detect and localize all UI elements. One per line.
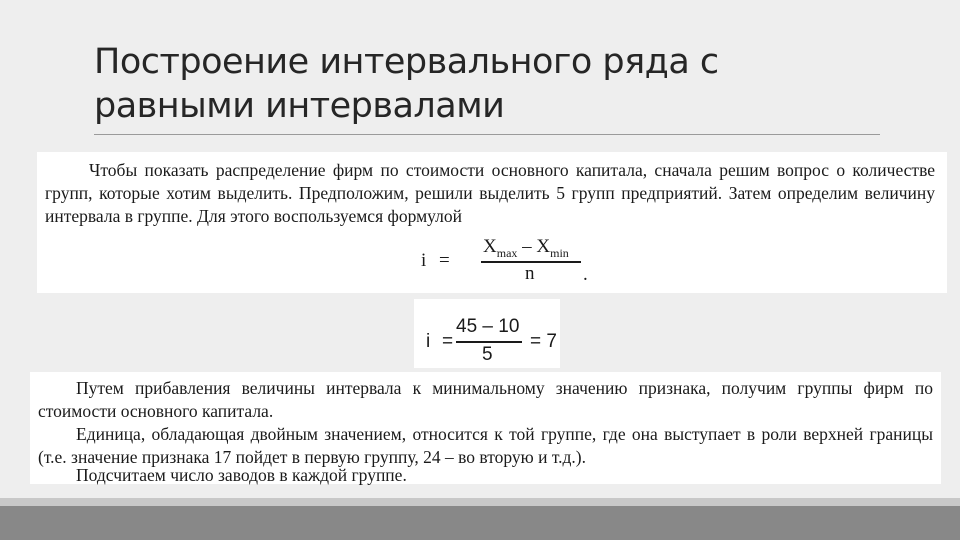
calculation-image-panel [414, 299, 560, 368]
formula-lhs: i [421, 250, 427, 271]
text-image-panel-2 [30, 372, 941, 484]
count-paragraph: Подсчитаем число заводов в каждой группе. [76, 465, 407, 485]
grouping-paragraph: Путем прибавления величины интервала к минимальному значению признака, получим группы фирм по стоимости основного капитала. [38, 378, 933, 421]
formula-period: . [583, 264, 588, 285]
formula-equals: = [439, 250, 450, 271]
x-max-symbol: X [483, 236, 497, 257]
min-subscript: min [550, 245, 569, 260]
calc-lhs: i [426, 331, 431, 352]
formula-denominator: n [525, 263, 535, 284]
boundary-rule-paragraph: Единица, обладающая двойным значением, относится к той группе, где она выступает в роли верхней границы (т.е. значение признака 17 пойдет в первую группу, 24 – во вторую и т.д.). [38, 424, 933, 467]
calc-result: = 7 [530, 331, 557, 352]
intro-paragraph: Чтобы показать распределение фирм по стоимости основного капитала, сначала решим вопрос о количестве групп, которые хотим выделить. Предположим, решили выделить 5 групп предприятий. Затем определим величину интервала в группе. Для этого воспользуемся формулой [45, 160, 935, 226]
x-min-symbol: X [536, 236, 551, 257]
formula-numerator [483, 236, 569, 261]
calc-equals: = [442, 331, 454, 352]
slide-title: Построение интервального ряда с равными интервалами [94, 42, 719, 126]
max-subscript: max [496, 245, 518, 260]
text-image-panel-1 [37, 152, 947, 293]
calc-fraction-bar [456, 341, 522, 343]
minus-sign: – [517, 236, 537, 257]
interval-formula [421, 236, 611, 286]
calc-denominator: 5 [482, 344, 493, 365]
title-underline [94, 134, 880, 135]
footer-accent-strip [0, 498, 960, 506]
footer-band [0, 506, 960, 540]
calc-numerator: 45 – 10 [456, 316, 520, 337]
